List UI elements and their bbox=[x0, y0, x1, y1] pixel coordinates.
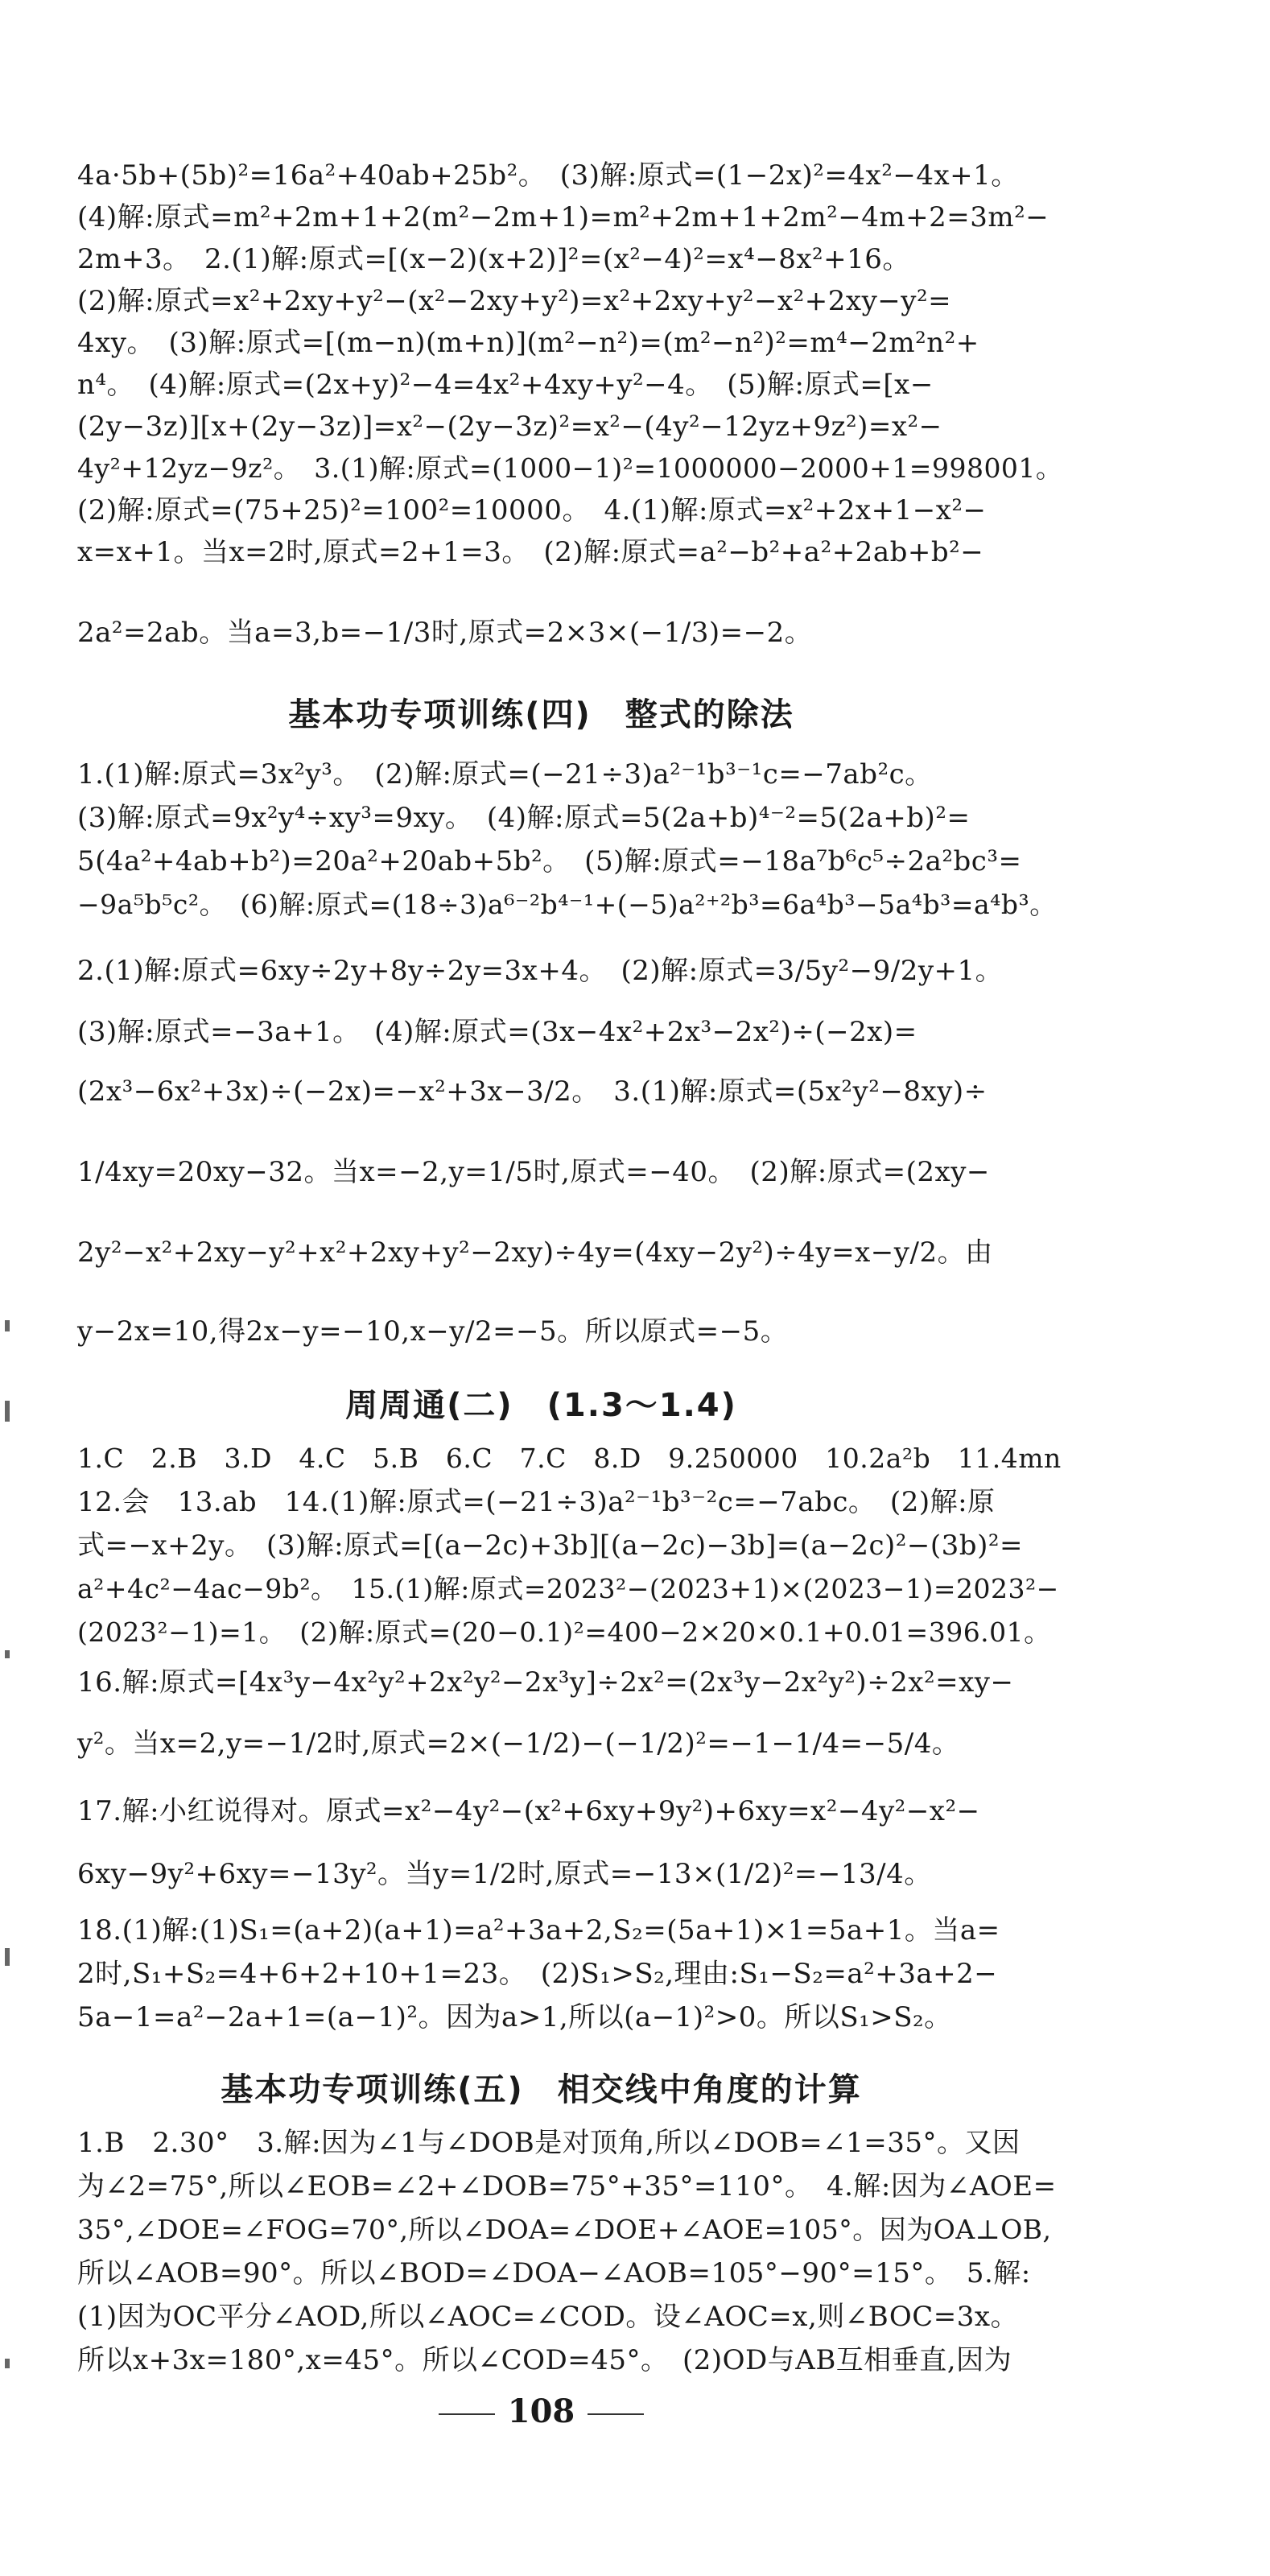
page-number-text: 108 bbox=[507, 2392, 575, 2430]
text-line: 1/4xy=20xy−32。当x=−2,y=1/5时,原式=−40。 (2)解:原式=(2xy− bbox=[77, 1156, 990, 1188]
section-heading-zhou: 周周通(二) (1.3～1.4) bbox=[345, 1387, 737, 1424]
text-line: (2x³−6x²+3x)÷(−2x)=−x²+3x−3/2。 3.(1)解:原式=(5x²y²−8xy)÷ bbox=[77, 1075, 988, 1108]
text-line: 2m+3。 2.(1)解:原式=[(x−2)(x+2)]²=(x²−4)²=x⁴−8x²+16。 bbox=[77, 243, 910, 275]
text-line: 2a²=2ab。当a=3,b=−1/3时,原式=2×3×(−1/3)=−2。 bbox=[77, 617, 813, 649]
text-line: 35°,∠DOE=∠FOG=70°,所以∠DOA=∠DOE+∠AOE=105°。因为OA⊥OB, bbox=[77, 2214, 1052, 2245]
text-line: 4a·5b+(5b)²=16a²+40ab+25b²。 (3)解:原式=(1−2x)²=4x²−4x+1。 bbox=[77, 159, 1019, 192]
text-line: 2时,S₁+S₂=4+6+2+10+1=23。 (2)S₁>S₂,理由:S₁−S₂=a²+3a+2− bbox=[77, 1958, 998, 1990]
text-line: 2y²−x²+2xy−y²+x²+2xy+y²−2xy)÷4y=(4xy−2y²)÷4y=x−y/2。由 bbox=[77, 1236, 993, 1269]
text-line: a²+4c²−4ac−9b²。 15.(1)解:原式=2023²−(2023+1)×(2023−1)=2023²− bbox=[77, 1573, 1059, 1604]
text-line: 为∠2=75°,所以∠EOB=∠2+∠DOB=75°+35°=110°。 4.解:因为∠AOE= bbox=[77, 2170, 1057, 2202]
binding-mark bbox=[5, 1650, 10, 1658]
binding-mark bbox=[5, 1320, 10, 1331]
text-line: n⁴。 (4)解:原式=(2x+y)²−4=4x²+4xy+y²−4。 (5)解:原式=[x− bbox=[77, 369, 934, 401]
text-line: 5a−1=a²−2a+1=(a−1)²。因为a>1,所以(a−1)²>0。所以S₁>S₂。 bbox=[77, 2001, 952, 2033]
text-line: 1.B 2.30° 3.解:因为∠1与∠DOB是对顶角,所以∠DOB=∠1=35°。又因 bbox=[77, 2127, 1021, 2159]
text-line: 16.解:原式=[4x³y−4x²y²+2x²y²−2x³y]÷2x²=(2x³y−2x²y²)÷2x²=xy− bbox=[77, 1666, 1014, 1699]
text-line: 2.(1)解:原式=6xy÷2y+8y÷2y=3x+4。 (2)解:原式=3/5y²−9/2y+1。 bbox=[77, 955, 1004, 987]
text-line: 6xy−9y²+6xy=−13y²。当y=1/2时,原式=−13×(1/2)²=−13/4。 bbox=[77, 1858, 932, 1890]
text-line: 4xy。 (3)解:原式=[(m−n)(m+n)](m²−n²)=(m²−n²)²=m⁴−2m²n²+ bbox=[77, 327, 979, 359]
text-line: 式=−x+2y。 (3)解:原式=[(a−2c)+3b][(a−2c)−3b]=(a−2c)²−(3b)²= bbox=[77, 1530, 1023, 1562]
text-line: (1)因为OC平分∠AOD,所以∠AOC=∠COD。设∠AOC=x,则∠BOC=3x。 bbox=[77, 2301, 1019, 2333]
text-line: 5(4a²+4ab+b²)=20a²+20ab+5b²。 (5)解:原式=−18a⁷b⁶c⁵÷2a²bc³= bbox=[77, 845, 1022, 877]
section-heading-4: 基本功专项训练(四) 整式的除法 bbox=[288, 696, 794, 733]
section-heading-5: 基本功专项训练(五) 相交线中角度的计算 bbox=[221, 2071, 862, 2108]
text-line: 18.(1)解:(1)S₁=(a+2)(a+1)=a²+3a+2,S₂=(5a+1)×1=5a+1。当a= bbox=[77, 1914, 1000, 1946]
text-line: x=x+1。当x=2时,原式=2+1=3。 (2)解:原式=a²−b²+a²+2ab+b²− bbox=[77, 536, 984, 568]
binding-mark bbox=[5, 1948, 10, 1966]
text-line: y−2x=10,得2x−y=−10,x−y/2=−5。所以原式=−5。 bbox=[77, 1315, 789, 1348]
text-line: y²。当x=2,y=−1/2时,原式=2×(−1/2)−(−1/2)²=−1−1/4=−5/4。 bbox=[77, 1728, 960, 1760]
text-line: (2)解:原式=x²+2xy+y²−(x²−2xy+y²)=x²+2xy+y²−x²+2xy−y²= bbox=[77, 285, 952, 317]
page-number bbox=[0, 2392, 1082, 2430]
text-line: (2)解:原式=(75+25)²=100²=10000。 4.(1)解:原式=x²+2x+1−x²− bbox=[77, 494, 987, 526]
binding-mark bbox=[5, 2359, 10, 2368]
text-line: 所以∠AOB=90°。所以∠BOD=∠DOA−∠AOB=105°−90°=15°。 5.解: bbox=[77, 2257, 1031, 2289]
text-line: 12.会 13.ab 14.(1)解:原式=(−21÷3)a²⁻¹b³⁻²c=−7abc。 (2)解:原 bbox=[77, 1486, 996, 1518]
binding-mark bbox=[5, 1401, 10, 1422]
text-line: (2y−3z)][x+(2y−3z)]=x²−(2y−3z)²=x²−(4y²−12yz+9z²)=x²− bbox=[77, 411, 942, 443]
text-line: (3)解:原式=9x²y⁴÷xy³=9xy。 (4)解:原式=5(2a+b)⁴⁻²=5(2a+b)²= bbox=[77, 802, 971, 834]
text-line: (4)解:原式=m²+2m+1+2(m²−2m+1)=m²+2m+1+2m²−4m+2=3m²− bbox=[77, 201, 1049, 233]
text-line: 1.C 2.B 3.D 4.C 5.B 6.C 7.C 8.D 9.250000 10.2a²b 11.4mn bbox=[77, 1443, 1062, 1474]
text-line: 所以x+3x=180°,x=45°。所以∠COD=45°。 (2)OD与AB互相垂直,因为 bbox=[77, 2344, 1012, 2376]
text-line: −9a⁵b⁵c²。 (6)解:原式=(18÷3)a⁶⁻²b⁴⁻¹+(−5)a²⁺²b³=6a⁴b³−5a⁴b³=a⁴b³。 bbox=[77, 889, 1057, 920]
text-line: (2023²−1)=1。 (2)解:原式=(20−0.1)²=400−2×20×0.1+0.01=396.01。 bbox=[77, 1616, 1051, 1648]
text-line: 4y²+12yz−9z²。 3.(1)解:原式=(1000−1)²=1000000−2000+1=998001。 bbox=[77, 452, 1063, 484]
text-line: (3)解:原式=−3a+1。 (4)解:原式=(3x−4x²+2x³−2x²)÷(−2x)= bbox=[77, 1016, 917, 1048]
text-line: 17.解:小红说得对。原式=x²−4y²−(x²+6xy+9y²)+6xy=x²−4y²−x²− bbox=[77, 1795, 980, 1827]
text-line: 1.(1)解:原式=3x²y³。 (2)解:原式=(−21÷3)a²⁻¹b³⁻¹c=−7ab²c。 bbox=[77, 758, 933, 791]
